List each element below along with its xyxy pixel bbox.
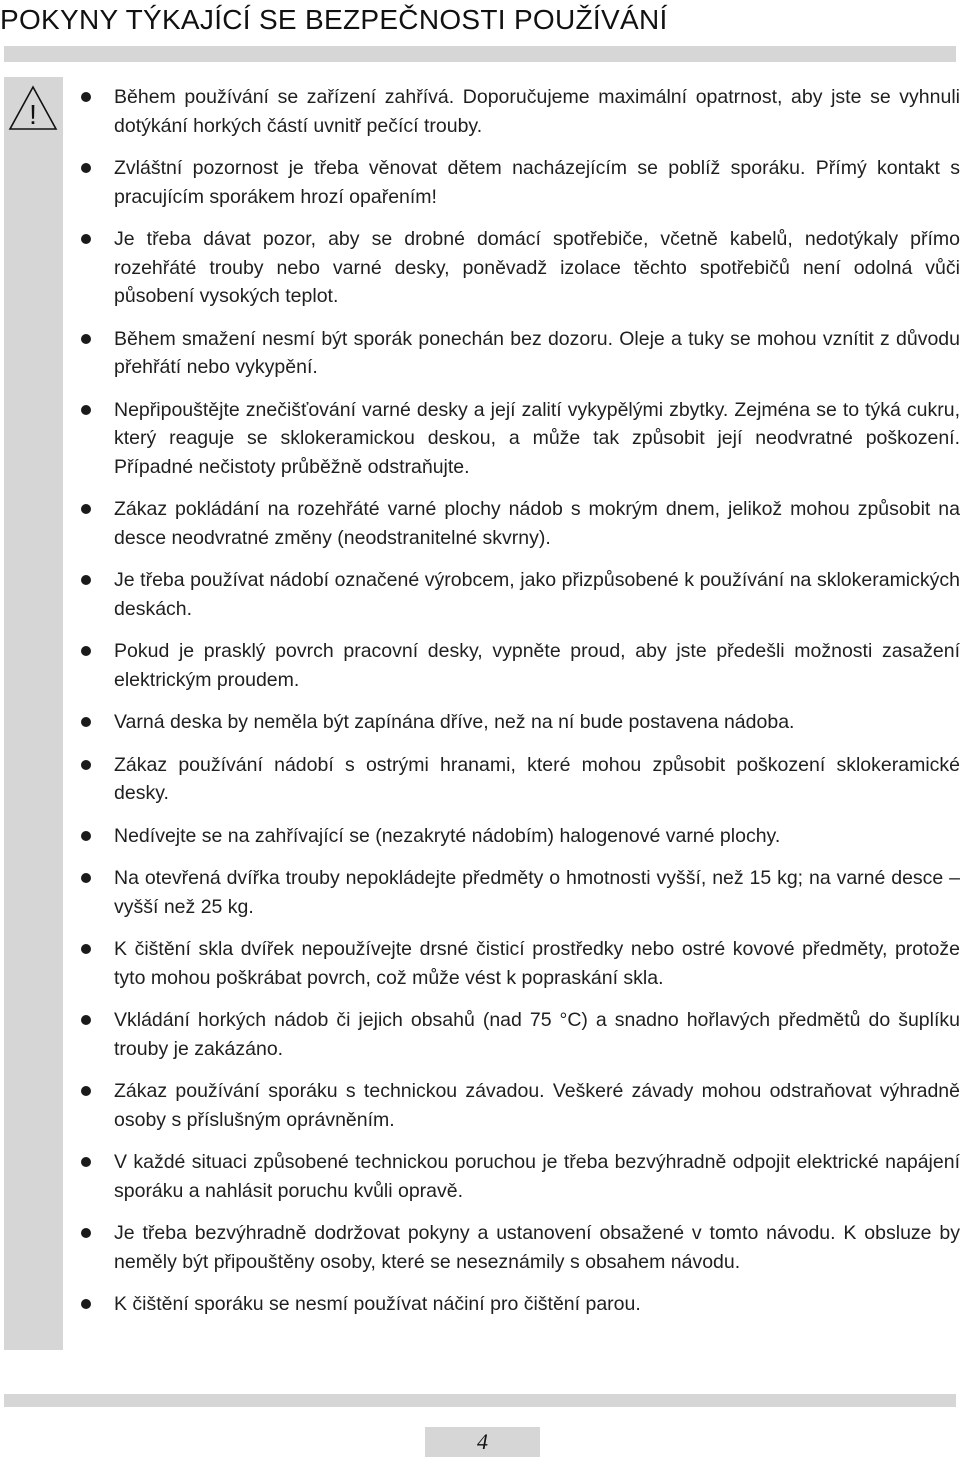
bullet-icon [81,1157,91,1167]
list-item-text: Zákaz pokládání na rozehřáté varné plochy nádob s mokrým dnem, jelikož mohou způsobit na desce neodvratné změny (neodstranitelné skvrny). [114,498,960,549]
list-item [76,396,960,482]
list-item [76,225,960,311]
list-item [76,566,960,623]
bullet-icon [81,1015,91,1025]
list-item-text: Zvláštní pozornost je třeba věnovat dětem nacházejícím se poblíž sporáku. Přímý kontakt s pracujícím sporákem hrozí opařením! [114,157,960,208]
bullet-icon [81,334,91,344]
list-item-text: Během používání se zařízení zahřívá. Doporučujeme maximální opatrnost, aby jste se vyhnuli dotýkání horkých částí uvnitř pečící trouby. [114,86,960,137]
list-item [76,1290,960,1319]
page-number: 4 [425,1427,540,1457]
list-item-text: Vkládání horkých nádob či jejich obsahů (nad 75 °C) a snadno hořlavých předmětů do šuplíku trouby je zakázáno. [114,1009,960,1060]
warning-symbol: ! [29,99,37,130]
bullet-icon [81,873,91,883]
list-item [76,708,960,737]
list-item [76,751,960,808]
list-item [76,325,960,382]
bullet-icon [81,234,91,244]
list-item-text: Je třeba používat nádobí označené výrobcem, jako přizpůsobené k používání na sklokeramických deskách. [114,569,960,620]
bullet-icon [81,831,91,841]
list-item [76,1077,960,1134]
list-item-text: K čištění sporáku se nesmí používat náčiní pro čištění parou. [114,1293,641,1315]
warning-triangle-icon [8,84,58,132]
bottom-rule [4,1394,956,1407]
bullet-icon [81,1228,91,1238]
bullet-icon [81,405,91,415]
top-rule [4,46,956,62]
list-item [76,1148,960,1205]
list-item [76,935,960,992]
list-item [76,1006,960,1063]
list-item-text: V každé situaci způsobené technickou poruchou je třeba bezvýhradně odpojit elektrické napájení sporáku a nahlásit poruchu kvůli opravě. [114,1151,960,1202]
bullet-icon [81,504,91,514]
list-item-text: Je třeba bezvýhradně dodržovat pokyny a ustanovení obsažené v tomto návodu. K obsluze by neměly být připouštěny osoby, které se neseznámily s obsahem návodu. [114,1222,960,1273]
bullet-icon [81,760,91,770]
list-item-text: Je třeba dávat pozor, aby se drobné domácí spotřebiče, včetně kabelů, nedotýkaly přímo rozehřáté trouby nebo varné desky, poněvadž izolace těchto spotřebičů není odolná vůči působení vysokých teplot. [114,228,960,307]
list-item-text: Na otevřená dvířka trouby nepokládejte předměty o hmotnosti vyšší, než 15 kg; na varné desce – vyšší než 25 kg. [114,867,960,918]
list-item [76,864,960,921]
bullet-icon [81,1086,91,1096]
list-item-text: K čištění skla dvířek nepoužívejte drsné čisticí prostředky nebo ostré kovové předměty, protože tyto mohou poškrábat povrch, což může vést k popraskání skla. [114,938,960,989]
list-item-text: Nedívejte se na zahřívající se (nezakryté nádobím) halogenové varné plochy. [114,824,781,847]
safety-instructions-list [76,83,960,1333]
bullet-icon [81,575,91,585]
list-item [76,495,960,552]
list-item-text: Varná deska by neměla být zapínána dříve, než na ní bude postavena nádoba. [114,711,795,733]
bullet-icon [81,717,91,727]
list-item-text: Během smažení nesmí být sporák ponechán bez dozoru. Oleje a tuky se mohou vznítit z důvodu přehřátí nebo vykypění. [114,327,960,378]
list-item [76,637,960,694]
list-item [76,1219,960,1276]
list-item-text: Zákaz používání sporáku s technickou závadou. Veškeré závady mohou odstraňovat výhradně osoby s příslušným oprávněním. [114,1080,960,1131]
list-item [76,83,960,140]
bullet-icon [81,163,91,173]
bullet-icon [81,1299,91,1309]
warning-side-strip [4,77,63,1350]
list-item-text: Pokud je prasklý povrch pracovní desky, vypněte proud, aby jste předešli možnosti zasažení elektrickým proudem. [114,640,960,691]
bullet-icon [81,646,91,656]
list-item-text: Nepřipouštějte znečišťování varné desky a její zalití vykypělými zbytky. Zejména se to týká cukru, který reaguje se sklokeramickou deskou, a může tak způsobit její neodvratné poškození. Případné nečistoty průběžně odstraňujte. [114,398,960,478]
bullet-icon [81,92,91,102]
list-item [76,822,960,851]
bullet-icon [81,944,91,954]
list-item [76,154,960,211]
page-title: POKYNY TÝKAJÍCÍ SE BEZPEČNOSTI POUŽÍVÁNÍ [0,4,668,35]
list-item-text: Zákaz používání nádobí s ostrými hranami, které mohou způsobit poškození sklokeramické desky. [114,753,960,804]
